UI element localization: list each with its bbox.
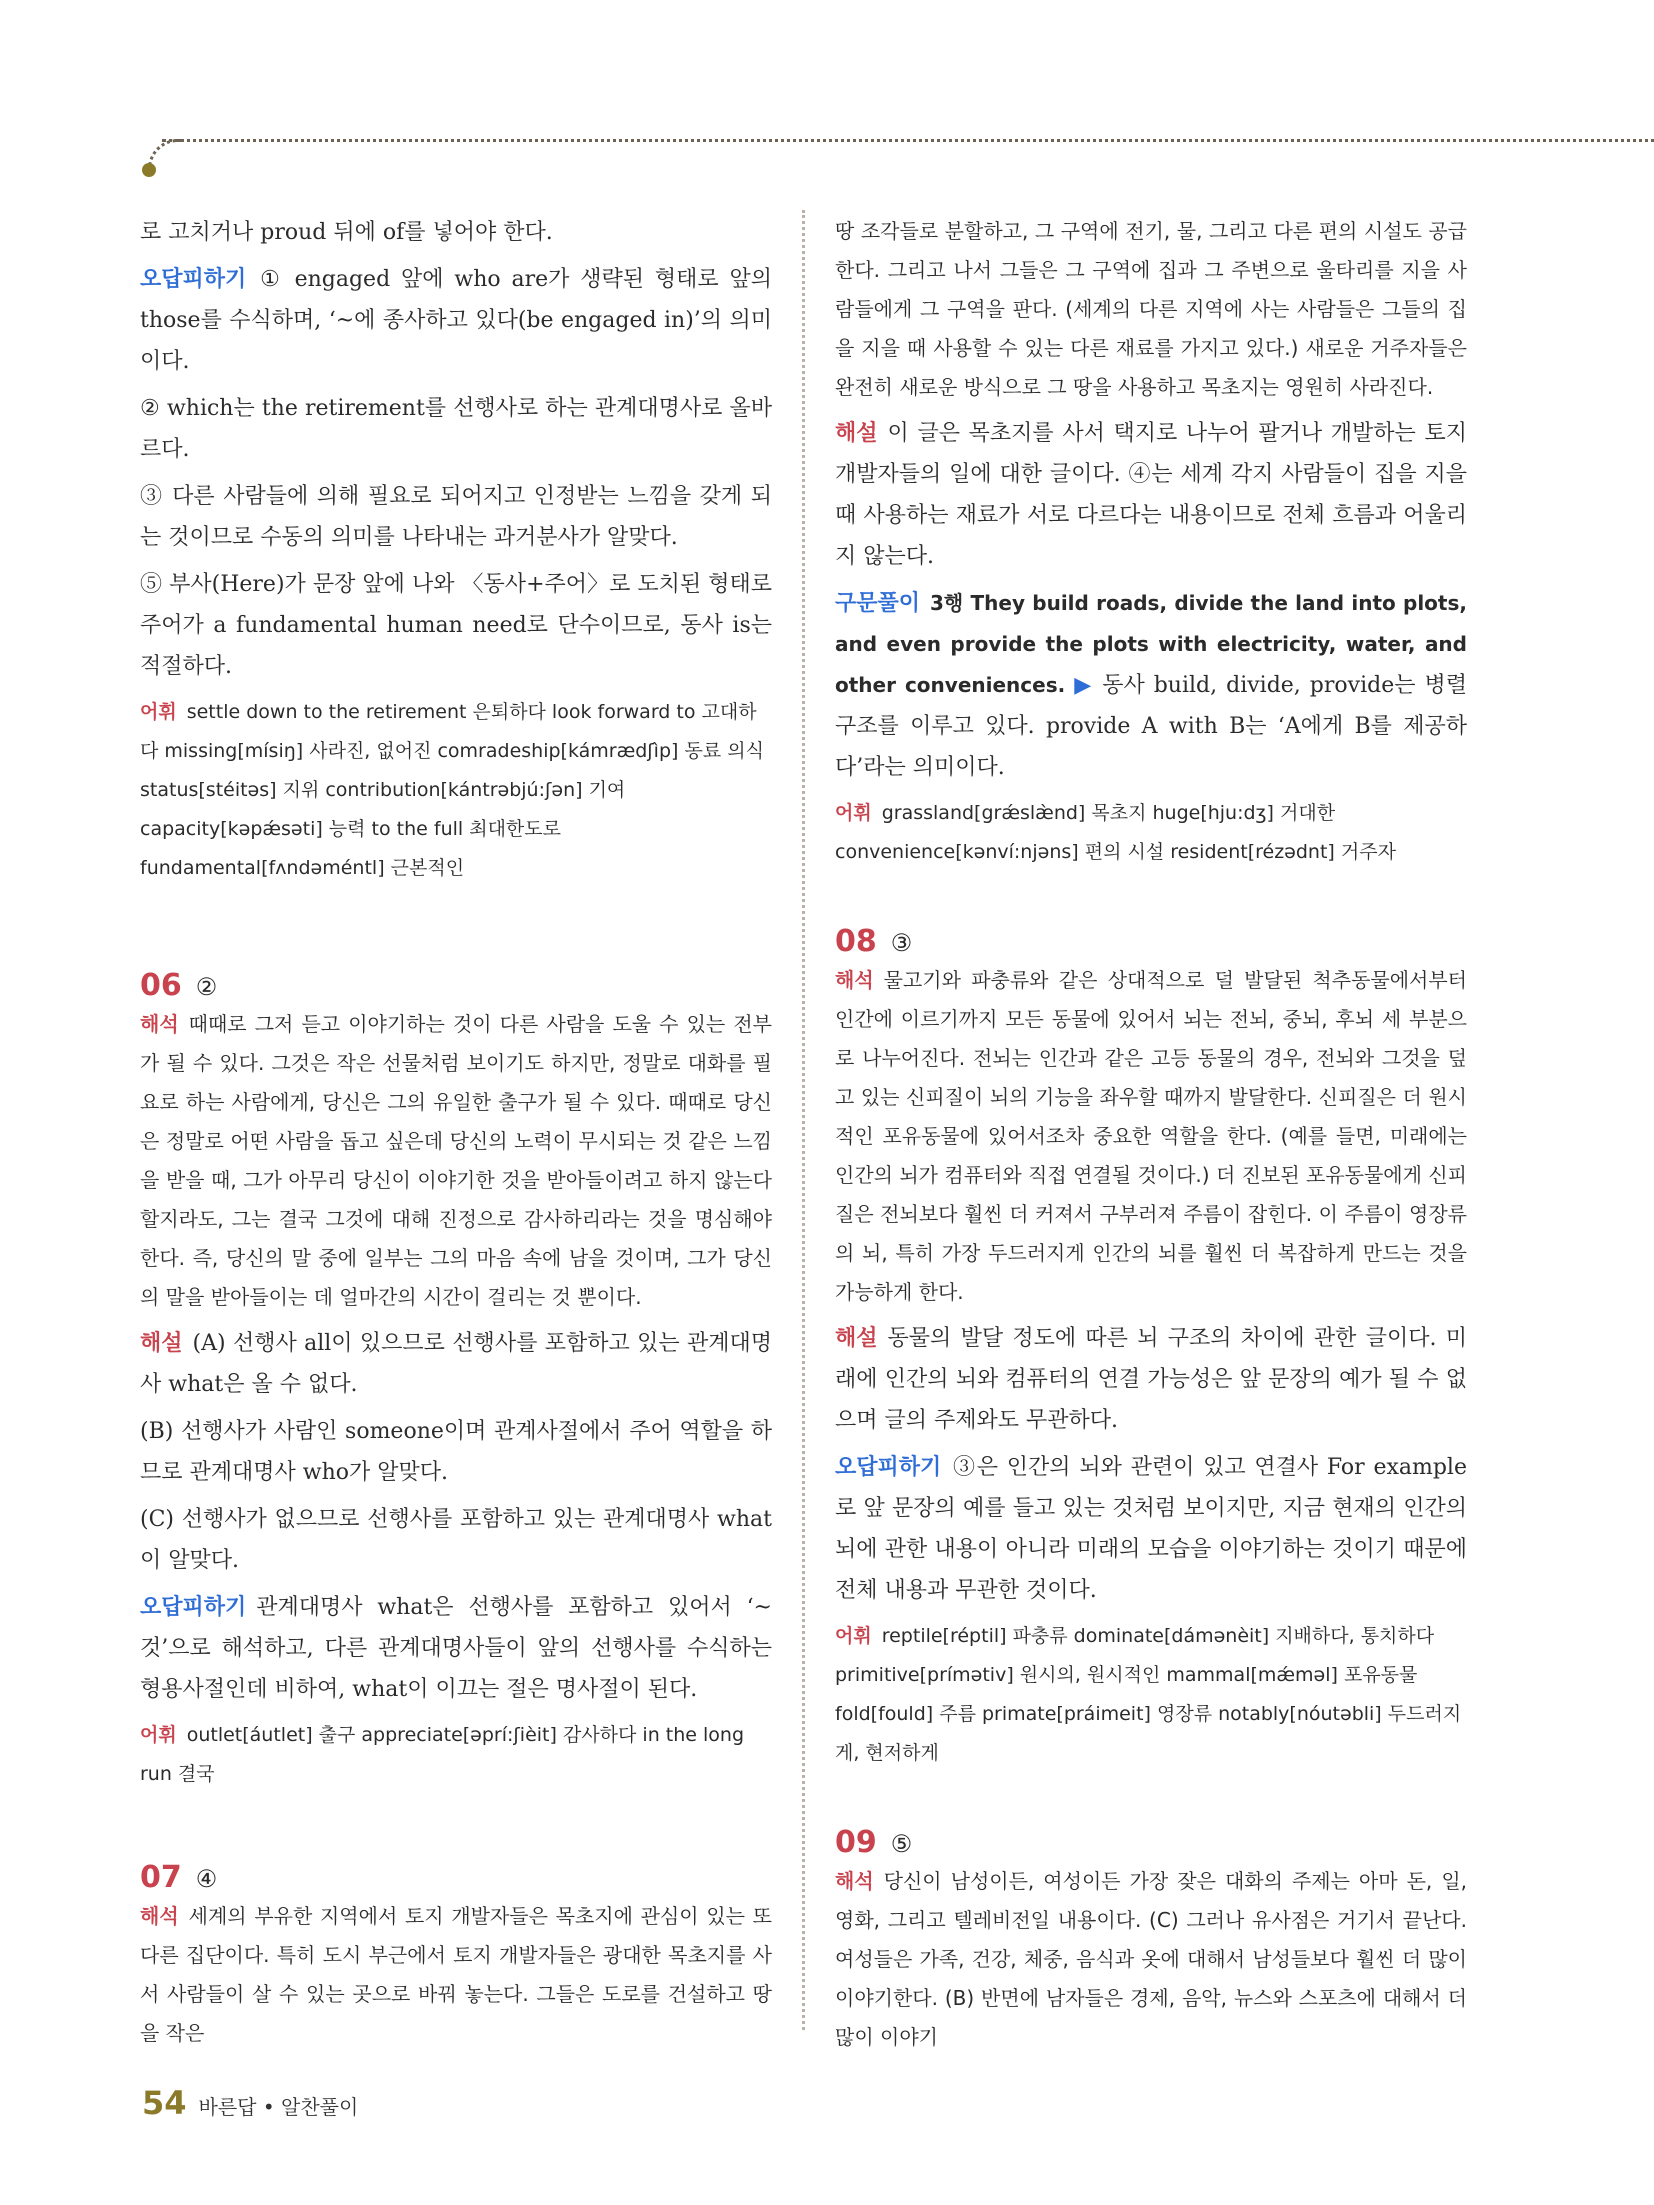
q06-haeseol [140,1323,772,1405]
q09-haeseok [835,1862,1467,2057]
book-title: 바른답 • 알찬풀이 [198,2095,359,2119]
arrow-icon: ▶ [1074,673,1094,698]
q07-gumun [835,583,1467,788]
q07-haeseok [140,1897,772,2053]
gumun-sentence: 3행 They build roads, divide the land into plots, and even provide the plots with electricity, water, and other conveniences. [835,591,1467,697]
haeseok-tag: 해석 [140,1012,179,1036]
haeseok-text: 물고기와 파충류와 같은 상대적으로 덜 발달된 척추동물에서부터 인간에 이르기까지 모든 동물에 있어서 뇌는 전뇌, 중뇌, 후뇌 세 부분으로 나누어진다. 전뇌는 인간과 같은 고등 동물의 경우, 전뇌와 그것을 덮고 있는 신피질이 뇌의 기능을 좌우할 때까지 발달한다. 신피질은 더 원시적인 포유동물에 있어서조차 중요한 역할을 한다. (예를 들면, 미래에는 인간의 뇌가 컴퓨터와 직접 연결될 것이다.) 더 진보된 포유동물에게 신피질은 전뇌보다 훨씬 더 커져서 구부러져 주름이 잡힌다. 이 주름이 영장류의 뇌, 특히 가장 두드러지게 인간의 뇌를 훨씬 더 복잡하게 만드는 것을 가능하게 한다. [835,968,1467,1304]
haeseok-tag: 해석 [835,1869,874,1893]
haeseol-text: 이 글은 목초지를 사서 택지로 나누어 팔거나 개발하는 토지 개발자들의 일에 대한 글이다. ④는 세계 각지 사람들이 집을 지을 때 사용하는 재료가 서로 다르다는 내용이므로 전체 흐름과 어울리지 않는다. [835,421,1467,569]
haeseol-tag: 해설 [835,1326,878,1351]
q06-vocab [140,1716,772,1794]
vocab-tag: 어휘 [835,802,872,824]
q08-odap [835,1447,1467,1611]
q07-haeseok-continued: 땅 조각들로 분할하고, 그 구역에 전기, 물, 그리고 다른 편의 시설도 공급한다. 그리고 나서 그들은 그 구역에 집과 그 주변으로 울타리를 지을 사람들에게 그 구역을 판다. (세계의 다른 지역에 사는 사람들은 그들의 집을 지을 때 사용할 수 있는 다른 재료를 가지고 있다.) 새로운 거주자들은 완전히 새로운 방식으로 그 땅을 사용하고 목초지는 영원히 사라진다. [835,219,1467,399]
header-dot-ornament [142,163,156,177]
haeseok-tag: 해석 [140,1904,179,1928]
question-09-header [835,1825,1467,1860]
page-number: 54 [142,2084,187,2122]
gumun-explanation: 동사 build, divide, provide는 병렬구조를 이루고 있다. provide A with B는 ‘A에게 B를 제공하다’라는 의미이다. [835,673,1467,780]
question-07-header [140,1860,772,1895]
haeseol-tag: 해설 [140,1331,183,1356]
haeseol-b: (B) 선행사가 사람인 someone이며 관계사절에서 주어 역할을 하므로 관계대명사 who가 알맞다. [140,1419,772,1485]
odap-text: 관계대명사 what은 선행사를 포함하고 있어서 ‘~것’으로 해석하고, 다른 관계대명사들이 앞의 선행사를 수식하는 형용사절인데 비하여, what이 이끄는 절은 명사절이 된다. [140,1595,772,1702]
question-answer: ⑤ [890,1830,913,1858]
continued-paragraph: 로 고치거나 proud 뒤에 of를 넣어야 한다. [140,220,553,245]
question-number: 09 [835,1825,877,1860]
q07-haeseol [835,413,1467,577]
haeseol-c: (C) 선행사가 없으므로 선행사를 포함하고 있는 관계대명사 what이 알맞다. [140,1507,772,1573]
vocab-text: settle down to the retirement 은퇴하다 look forward to 고대하다 missing[mísiŋ] 사라진, 없어진 comradeship[kámrædʃìp] 동료 의식 status[stéitəs] 지위 contribution[kántrəbjú:ʃən] 기여 capacity[kəpǽsəti] 능력 to the full 최대한도로 fundamental[fʌndəméntl] 근본적인 [140,701,764,879]
right-column [835,212,1467,2063]
q08-haeseok [835,961,1467,1312]
vocab-text: grassland[grǽslæ̀nd] 목초지 huge[hju:dʒ] 거대한 convenience[kənví:njəns] 편의 시설 resident[rézədnt] 거주자 [835,802,1396,863]
q06-odap [140,1587,772,1710]
question-number: 07 [140,1860,182,1895]
left-column [140,212,772,2059]
question-number: 08 [835,924,877,959]
vocab-text: reptile[réptil] 파충류 dominate[dámənèit] 지배하다, 통치하다 primitive[prímətiv] 원시의, 원시적인 mammal[mǽməl] 포유동물 fold[fould] 주름 primate[práimeit] 영장류 notably[nóutəbli] 두드러지게, 현저하게 [835,1625,1462,1764]
odap-item-2: ② which는 the retirement를 선행사로 하는 관계대명사로 올바르다. [140,396,772,462]
odap-block [140,259,772,382]
question-answer: ④ [195,1865,218,1893]
haeseok-text: 때때로 그저 듣고 이야기하는 것이 다른 사람을 도울 수 있는 전부가 될 수 있다. 그것은 작은 선물처럼 보이기도 하지만, 정말로 대화를 필요로 하는 사람에게, 당신은 그의 유일한 출구가 될 수 있다. 때때로 당신은 정말로 어떤 사람을 돕고 싶은데 당신의 노력이 무시되는 것 같은 느낌을 받을 때, 그가 아무리 당신이 이야기한 것을 받아들이려고 하지 않는다 할지라도, 그는 결국 그것에 대해 진정으로 감사하리라는 것을 명심해야 한다. 즉, 당신의 말 중에 일부는 그의 마음 속에 남을 것이며, 그가 당신의 말을 받아들이는 데 얼마간의 시간이 걸리는 것 뿐이다. [140,1012,772,1309]
haeseok-text: 세계의 부유한 지역에서 토지 개발자들은 목초지에 관심이 있는 또 다른 집단이다. 특히 도시 부근에서 토지 개발자들은 광대한 목초지를 사서 사람들이 살 수 있는 곳으로 바꿔 놓는다. 그들은 도로를 건설하고 땅을 작은 [140,1904,772,2045]
question-08-header [835,924,1467,959]
vocab-tag: 어휘 [835,1625,872,1647]
haeseok-text: 당신이 남성이든, 여성이든 가장 잦은 대화의 주제는 아마 돈, 일, 영화, 그리고 텔레비전일 내용이다. (C) 그러나 유사점은 거기서 끝난다. 여성들은 가족, 건강, 체중, 음식과 옷에 대해서 남성들보다 훨씬 더 많이 이야기한다. (B) 반면에 남자들은 경제, 음악, 뉴스와 스포츠에 대해서 더 많이 이야기 [835,1869,1467,2049]
column-divider [802,210,805,2030]
question-answer: ③ [890,929,913,957]
question-answer: ② [195,973,218,1001]
odap-tag: 오답피하기 [140,267,247,292]
odap-tag: 오답피하기 [140,1595,247,1620]
question-06-header [140,968,772,1003]
vocab-block [140,693,772,888]
vocab-tag: 어휘 [140,701,177,723]
gumun-tag: 구문풀이 [835,591,921,616]
q07-vocab [835,794,1467,872]
q06-haeseok [140,1005,772,1317]
q08-haeseol [835,1318,1467,1441]
vocab-text: outlet[áutlet] 출구 appreciate[əprí:ʃièit] 감사하다 in the long run 결국 [140,1724,745,1785]
question-number: 06 [140,968,182,1003]
haeseol-a: (A) 선행사 all이 있으므로 선행사를 포함하고 있는 관계대명사 what은 올 수 없다. [140,1331,772,1397]
odap-text: ③은 인간의 뇌와 관련이 있고 연결사 For example로 앞 문장의 예를 들고 있는 것처럼 보이지만, 지금 현재의 인간의 뇌에 관한 내용이 아니라 미래의 모습을 이야기하는 것이기 때문에 전체 내용과 무관한 것이다. [835,1455,1467,1603]
odap-item-3: ③ 다른 사람들에 의해 필요로 되어지고 인정받는 느낌을 갖게 되는 것이므로 수동의 의미를 나타내는 과거분사가 알맞다. [140,484,772,550]
haeseol-tag: 해설 [835,421,878,446]
vocab-tag: 어휘 [140,1724,177,1746]
odap-item-1: ① engaged 앞에 who are가 생략된 형태로 앞의 those를 수식하며, ‘~에 종사하고 있다(be engaged in)’의 의미이다. [140,267,772,374]
haeseok-tag: 해석 [835,968,874,992]
page-footer [142,2084,358,2122]
odap-tag: 오답피하기 [835,1455,942,1480]
haeseol-text: 동물의 발달 정도에 따른 뇌 구조의 차이에 관한 글이다. 미래에 인간의 뇌와 컴퓨터의 연결 가능성은 앞 문장의 예가 될 수 없으며 글의 주제와도 무관하다. [835,1326,1467,1433]
q08-vocab [835,1617,1467,1773]
header-dotted-rule [162,139,1654,142]
odap-item-5: ⑤ 부사(Here)가 문장 앞에 나와 〈동사+주어〉로 도치된 형태로 주어가 a fundamental human need로 단수이므로, 동사 is는 적절하다. [140,572,772,679]
